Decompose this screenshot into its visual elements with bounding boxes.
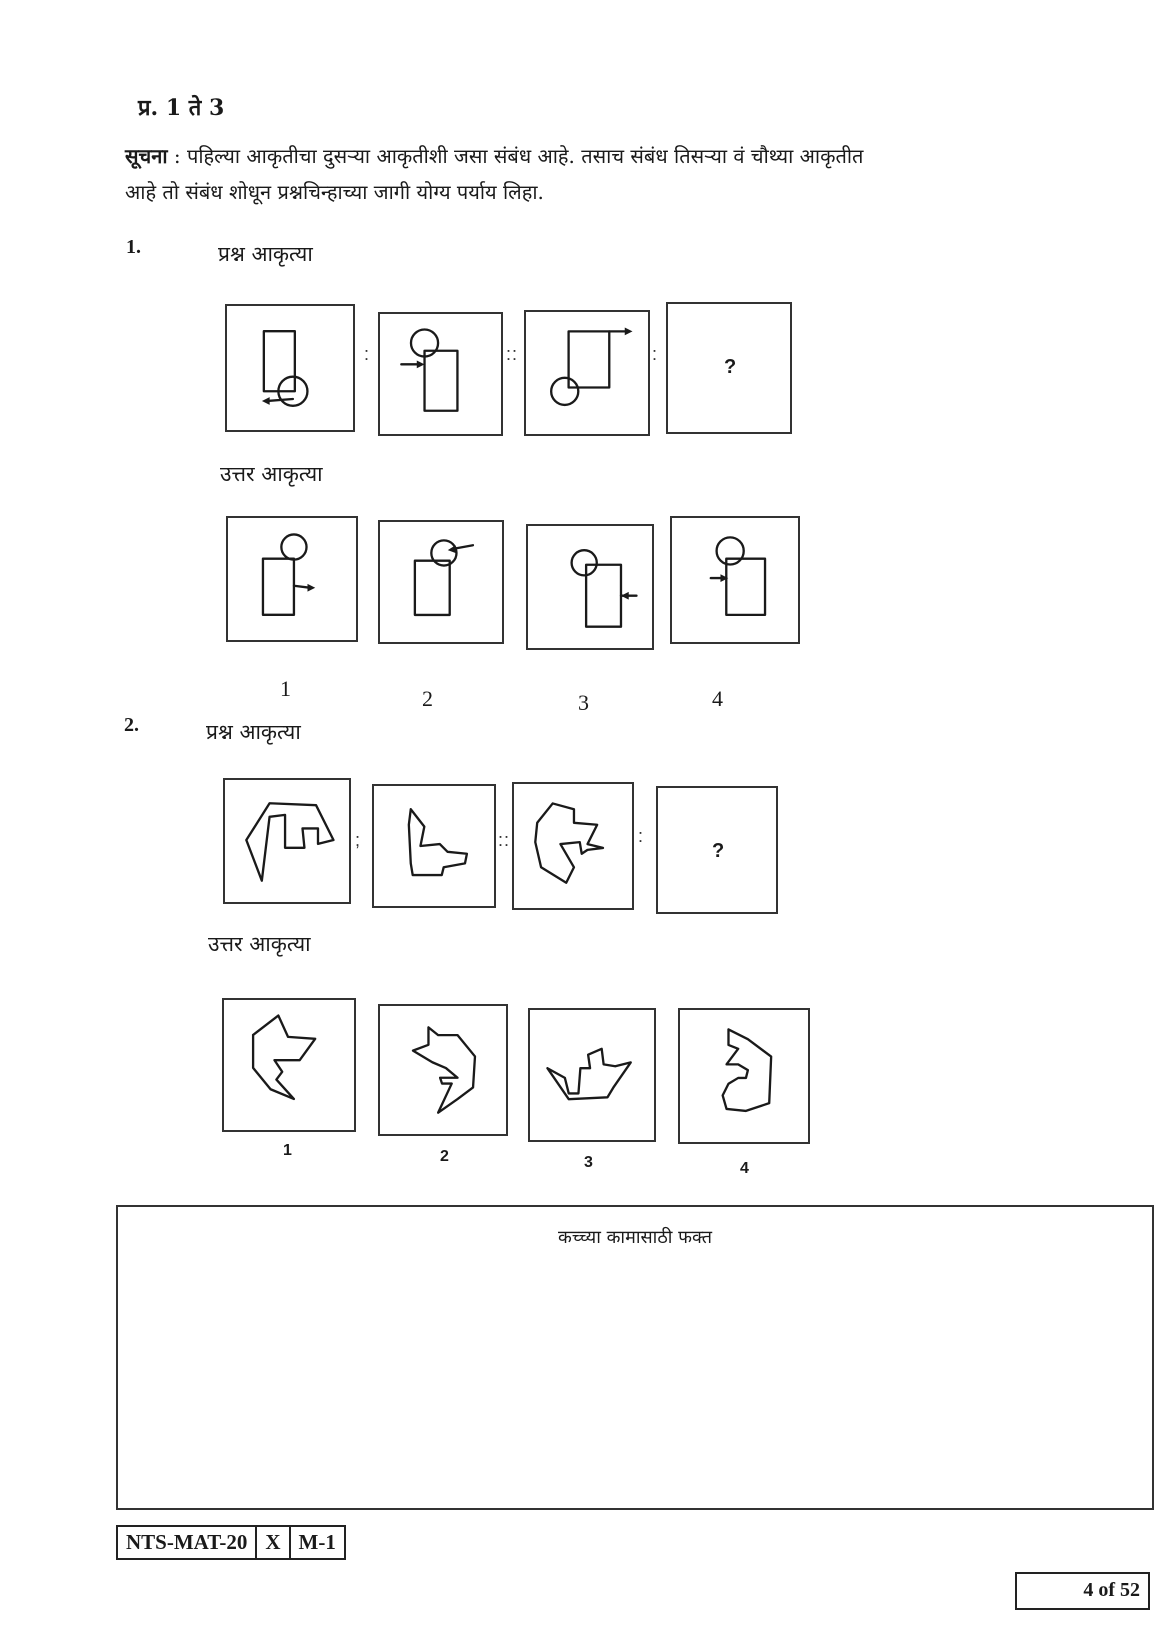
q2-option-1-figure[interactable]: [222, 998, 356, 1132]
instruction-line-1: [125, 140, 1135, 172]
q2-option-3-label: 3: [584, 1154, 593, 1171]
q1-option-2-label: 2: [422, 686, 433, 711]
q1-option-4-label: 4: [712, 686, 723, 711]
q1-question-label: प्रश्न आकृत्या: [218, 242, 313, 266]
paper-code-class: X: [257, 1527, 290, 1558]
q2-figure-c: [512, 782, 634, 910]
q1-figure-b: [378, 312, 503, 436]
page-number: 4 of 52: [1015, 1572, 1150, 1610]
q2-option-4-label: 4: [740, 1160, 749, 1177]
q1-separator-3: :: [652, 344, 659, 364]
q1-option-3-figure[interactable]: [526, 524, 654, 650]
q1-option-3-label: 3: [578, 690, 589, 715]
q2-option-3-figure[interactable]: [528, 1008, 656, 1142]
q1-question-mark: ?: [724, 356, 737, 378]
q2-separator-1: ;: [355, 830, 362, 850]
instruction-label: सूचना: [125, 144, 168, 168]
q2-separator-3: :: [638, 826, 645, 846]
q2-figure-a: [223, 778, 351, 904]
q1-option-2-figure[interactable]: [378, 520, 504, 644]
paper-code-medium: M-1: [298, 1530, 336, 1554]
instruction-text-1: : पहिल्या आकृतीचा दुसऱ्या आकृतीशी जसा संबंध आहे. तसाच संबंध तिसऱ्या वं चौथ्या आकृतीत: [173, 144, 864, 168]
q2-number: 2.: [124, 714, 139, 736]
rough-work-box: [116, 1205, 1154, 1510]
q2-option-4-figure[interactable]: [678, 1008, 810, 1144]
q2-option-2-figure[interactable]: [378, 1004, 508, 1136]
q2-option-1-label: 1: [283, 1142, 292, 1159]
q1-figure-c: [524, 310, 650, 436]
q2-option-2-label: 2: [440, 1148, 449, 1165]
q2-question-mark: ?: [712, 840, 725, 862]
q1-separator-2: ::: [506, 344, 519, 364]
q1-separator-1: :: [364, 344, 371, 364]
section-heading: प्र. 1 ते 3: [138, 95, 225, 121]
q1-option-4-figure[interactable]: [670, 516, 800, 644]
q1-option-1-label: 1: [280, 676, 291, 701]
q2-figure-unknown: [656, 786, 778, 914]
q2-figure-b: [372, 784, 496, 908]
instruction-text-2: आहे तो संबंध शोधून प्रश्नचिन्हाच्या जागी योग्य पर्याय लिहा.: [125, 180, 544, 204]
q1-figure-a: [225, 304, 355, 432]
q2-answer-label: उत्तर आकृत्या: [208, 932, 311, 956]
rough-work-title: कच्च्या कामासाठी फक्त: [558, 1227, 712, 1248]
paper-code: [116, 1525, 346, 1560]
q1-number: 1.: [126, 236, 141, 258]
q2-separator-2: ::: [498, 830, 511, 850]
paper-code-exam: NTS-MAT-20: [118, 1527, 257, 1558]
q1-option-1-figure[interactable]: [226, 516, 358, 642]
q1-answer-label: उत्तर आकृत्या: [220, 462, 323, 486]
q1-figure-unknown: [666, 302, 792, 434]
q2-question-label: प्रश्न आकृत्या: [206, 720, 301, 744]
